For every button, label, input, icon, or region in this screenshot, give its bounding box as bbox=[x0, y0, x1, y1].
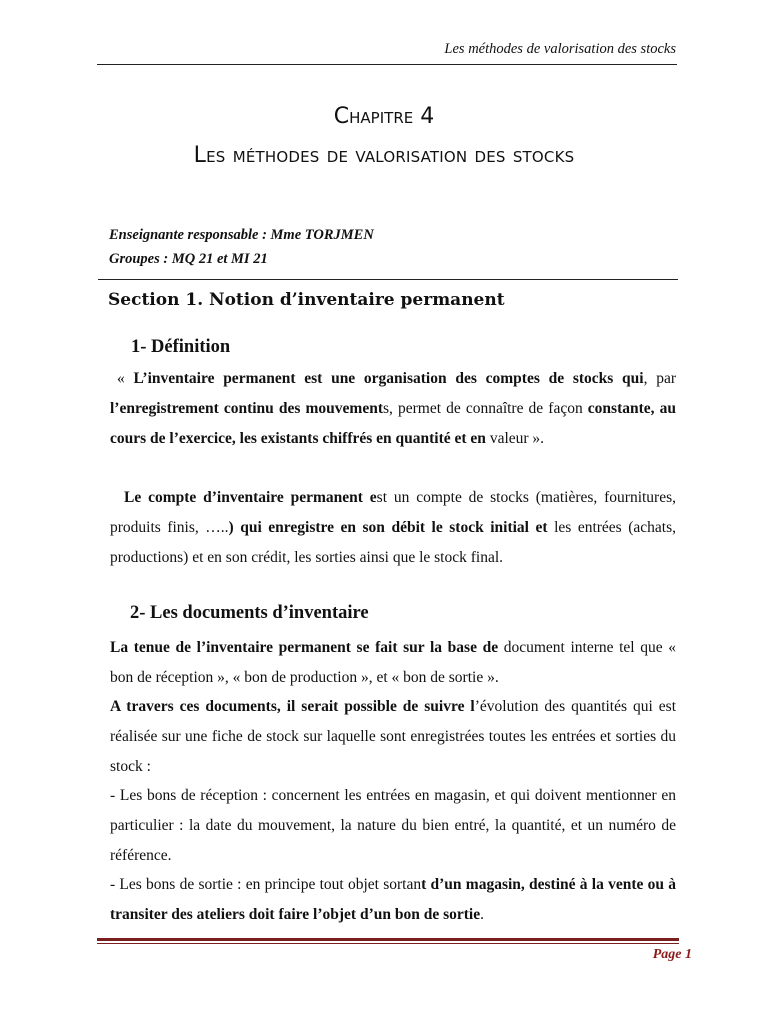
subsection-documents-title: 2- Les documents d’inventaire bbox=[130, 603, 369, 623]
documents-paragraph: La tenue de l’inventaire permanent se fait sur la base de document interne tel que « bon de réception », « bon de production », et « bon de sortie ». bbox=[110, 639, 676, 686]
chapter-number: Chapitre 4 bbox=[333, 104, 435, 129]
reception-paragraph: - Les bons de réception : concernent les entrées en magasin, et qui doivent mentionner en particulier : la date du mouvement, la nature du bien entré, la quantité, et un numéro de référence. bbox=[110, 787, 676, 864]
subsection-definition-title: 1- Définition bbox=[131, 337, 231, 357]
chapter-title: Les méthodes de valorisation des stocks bbox=[193, 143, 575, 168]
definition-paragraph: « L’inventaire permanent est une organisation des comptes de stocks qui, par l’enregistrement continu des mouvements, permet de connaître de façon constante, au cours de l’exercice, les existants chiffrés en quantité et en valeur ». bbox=[110, 370, 677, 447]
tracking-paragraph: A travers ces documents, il serait possible de suivre l’évolution des quantités qui est réalisée sur une fiche de stock sur laquelle sont enregistrées toutes les entrées et sorties du stock : bbox=[110, 698, 677, 775]
header-divider bbox=[97, 64, 677, 65]
page-number: Page 1 bbox=[652, 947, 692, 962]
groups-line: Groupes : MQ 21 et MI 21 bbox=[109, 251, 268, 267]
running-header: Les méthodes de valorisation des stocks bbox=[444, 41, 676, 57]
teacher-line: Enseignante responsable : Mme TORJMEN bbox=[109, 227, 374, 243]
section-divider bbox=[98, 279, 678, 280]
account-paragraph: Le compte d’inventaire permanent est un compte de stocks (matières, fournitures, produits finis, …..) qui enregistre en son débit le stock initial et les entrées (achats, productions) et en son crédit, les sorties ainsi que le stock final. bbox=[110, 489, 677, 566]
footer-divider-thin bbox=[97, 943, 679, 944]
section-title: Section 1. Notion d’inventaire permanent bbox=[108, 290, 505, 310]
footer-divider-thick bbox=[97, 938, 679, 941]
exit-paragraph: - Les bons de sortie : en principe tout objet sortant d’un magasin, destiné à la vente ou à transiter des ateliers doit faire l’objet d’un bon de sortie. bbox=[110, 876, 676, 923]
